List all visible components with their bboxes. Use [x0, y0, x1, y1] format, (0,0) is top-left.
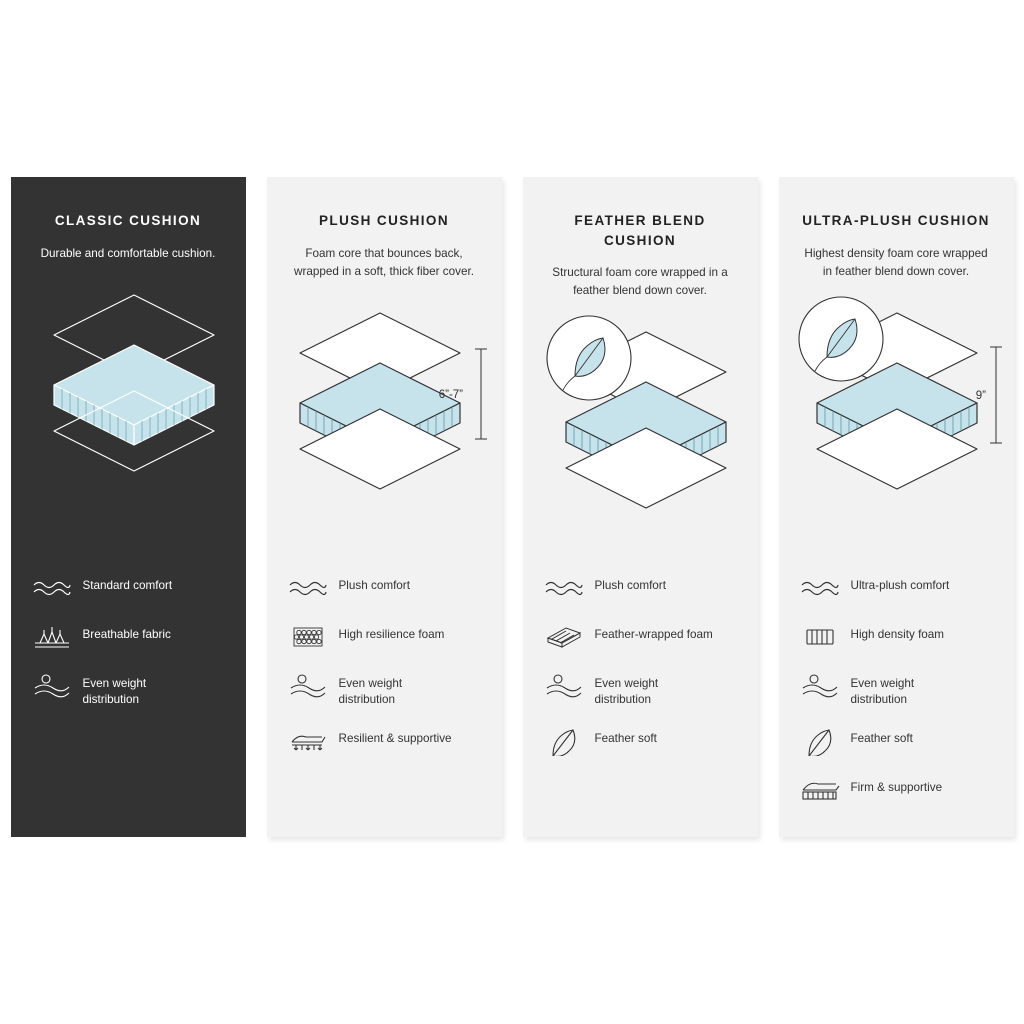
cushion-cards [0, 177, 1024, 837]
card-description: Foam core that bounces back, wrapped in a soft, thick fiber cover. [294, 246, 474, 278]
feature-item [797, 774, 1000, 806]
feature-label: Firm & supportive [850, 780, 943, 794]
feather-icon [797, 725, 843, 757]
feature-item [29, 621, 232, 653]
feature-item [797, 621, 1000, 653]
wave-lines-icon [29, 572, 75, 604]
feature-item [797, 572, 1000, 604]
feature-label: Even weight distribution [594, 677, 659, 706]
dimension-label: 9” [975, 389, 986, 402]
feature-label: Even weight distribution [850, 677, 915, 706]
feature-item [285, 621, 488, 653]
feature-item [541, 725, 744, 757]
feature-item [29, 670, 232, 708]
card-description: Highest density foam core wrapped in feather blend down cover. [804, 246, 988, 278]
feature-item [797, 725, 1000, 757]
feature-label: Breathable fabric [82, 628, 171, 641]
cushion-diagram [285, 291, 484, 506]
feature-item [29, 572, 232, 604]
firm-support-icon [797, 774, 843, 806]
feature-list [797, 572, 1000, 823]
feature-label: Ultra-plush comfort [850, 579, 950, 592]
weight-distribution-icon [797, 670, 843, 702]
feature-label: Feather soft [850, 731, 913, 745]
feather-icon [541, 725, 587, 757]
feature-label: Feather-wrapped foam [594, 628, 713, 641]
feature-item [285, 572, 488, 604]
wave-lines-icon [541, 572, 587, 604]
resilient-support-icon [285, 725, 331, 757]
feature-label: Even weight distribution [338, 677, 403, 706]
feather-badge [799, 297, 883, 381]
feature-label: Plush comfort [594, 579, 666, 592]
feature-label: High resilience foam [338, 628, 445, 641]
cushion-diagram [541, 310, 740, 525]
wave-lines-icon [285, 572, 331, 604]
feature-list [541, 572, 744, 774]
card-plush-cushion[interactable] [267, 177, 502, 837]
card-title: CLASSIC CUSHION [54, 213, 202, 228]
card-classic-cushion[interactable] [11, 177, 246, 837]
feature-label: High density foam [850, 628, 945, 641]
honeycomb-foam-icon [285, 621, 331, 653]
feather-badge [547, 316, 631, 400]
exploded-cushion-illustration [285, 291, 500, 496]
cushion-diagram [29, 273, 228, 488]
exploded-cushion-illustration [29, 273, 239, 473]
dense-foam-icon [797, 621, 843, 653]
feature-item [541, 670, 744, 708]
card-title: ULTRA-PLUSH CUSHION [802, 213, 990, 228]
weight-distribution-icon [541, 670, 587, 702]
feature-label: Plush comfort [338, 579, 410, 592]
feather-wrapped-foam-icon [541, 621, 587, 653]
feature-item [797, 670, 1000, 708]
feature-list [285, 572, 488, 774]
wave-lines-icon [797, 572, 843, 604]
card-description: Durable and comfortable cushion. [40, 246, 216, 260]
card-description: Structural foam core wrapped in a feather blend down cover. [552, 266, 728, 298]
exploded-cushion-illustration [797, 291, 1012, 496]
cushion-diagram [797, 291, 996, 506]
feature-label: Feather soft [594, 731, 657, 745]
card-title: FEATHER BLEND CUSHION [574, 213, 706, 248]
card-title: PLUSH CUSHION [319, 213, 449, 228]
feature-label: Resilient & supportive [338, 731, 452, 745]
feature-item [285, 670, 488, 708]
feature-item [285, 725, 488, 757]
feature-list [29, 572, 232, 725]
feature-label: Even weight distribution [82, 677, 147, 706]
feature-label: Standard comfort [82, 579, 173, 592]
weight-distribution-icon [29, 670, 75, 702]
dimension-label: 6”-7” [438, 388, 463, 401]
card-ultra-plush-cushion[interactable] [779, 177, 1014, 837]
weight-distribution-icon [285, 670, 331, 702]
feature-item [541, 572, 744, 604]
breathable-fabric-icon [29, 621, 75, 653]
feature-item [541, 621, 744, 653]
exploded-cushion-illustration [541, 310, 756, 515]
card-feather-blend-cushion[interactable] [523, 177, 758, 837]
